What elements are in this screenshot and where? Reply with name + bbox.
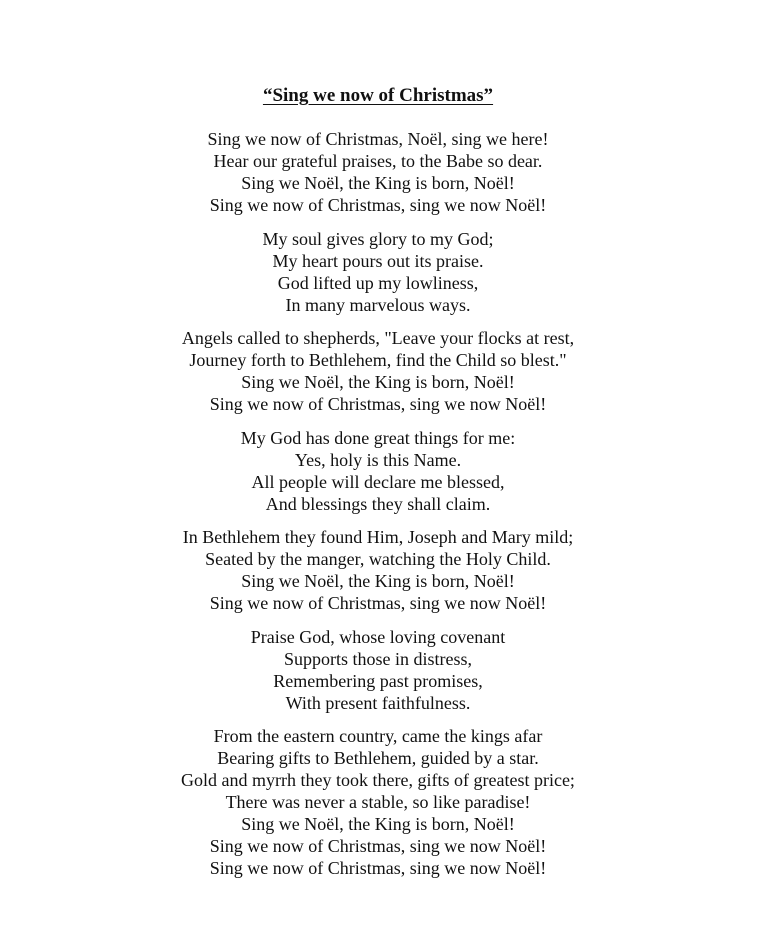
lyrics-body	[0, 128, 756, 891]
stanza-6	[0, 626, 756, 714]
lyric-line: Praise God, whose loving covenant	[250, 626, 506, 647]
lyric-line: Sing we now of Christmas, sing we now Noël!	[209, 836, 547, 856]
lyric-line: My soul gives glory to my God;	[262, 228, 494, 249]
lyric-line: Journey forth to Bethlehem, find the Child so blest."	[189, 350, 567, 370]
lyric-line: Supports those in distress,	[283, 648, 472, 669]
lyric-line: Sing we now of Christmas, Noël, sing we here!	[207, 129, 549, 149]
lyric-line: Sing we Noël, the King is born, Noël!	[241, 372, 515, 392]
stanza-3	[0, 327, 756, 415]
lyric-line: Sing we now of Christmas, sing we now Noël!	[209, 394, 547, 414]
lyric-line: Sing we now of Christmas, sing we now Noël!	[209, 593, 547, 613]
lyric-line: Hear our grateful praises, to the Babe so dear.	[213, 151, 543, 171]
lyric-line: In Bethlehem they found Him, Joseph and Mary mild;	[182, 527, 574, 547]
lyric-line: With present faithfulness.	[285, 692, 471, 713]
lyric-line: Sing we now of Christmas, sing we now Noël!	[209, 195, 547, 215]
stanza-2	[0, 228, 756, 316]
lyric-line: My heart pours out its praise.	[272, 250, 484, 271]
lyric-line: Angels called to shepherds, "Leave your flocks at rest,	[181, 328, 575, 348]
lyric-line: Sing we Noël, the King is born, Noël!	[241, 571, 515, 591]
lyric-line: All people will declare me blessed,	[251, 471, 505, 492]
stanza-7	[0, 725, 756, 879]
song-title: “Sing we now of Christmas”	[262, 85, 494, 106]
stanza-4	[0, 427, 756, 515]
lyric-line: God lifted up my lowliness,	[277, 272, 479, 293]
lyric-line: There was never a stable, so like paradise!	[225, 792, 531, 812]
lyric-line: Gold and myrrh they took there, gifts of greatest price;	[181, 770, 575, 790]
lyric-line: Seated by the manger, watching the Holy Child.	[205, 549, 551, 569]
lyric-line: My God has done great things for me:	[240, 427, 516, 448]
stanza-5	[0, 526, 756, 614]
lyric-line: Remembering past promises,	[273, 670, 483, 691]
lyric-line: Sing we Noël, the King is born, Noël!	[241, 173, 515, 193]
stanza-1	[0, 128, 756, 216]
lyric-line: In many marvelous ways.	[285, 294, 471, 315]
lyric-line: Bearing gifts to Bethlehem, guided by a star.	[217, 748, 539, 768]
lyric-line: Sing we now of Christmas, sing we now Noël!	[209, 858, 547, 878]
lyric-line: Yes, holy is this Name.	[294, 449, 462, 470]
lyric-line: From the eastern country, came the kings afar	[213, 726, 543, 746]
lyric-line: Sing we Noël, the King is born, Noël!	[241, 814, 515, 834]
lyric-line: And blessings they shall claim.	[265, 493, 491, 514]
